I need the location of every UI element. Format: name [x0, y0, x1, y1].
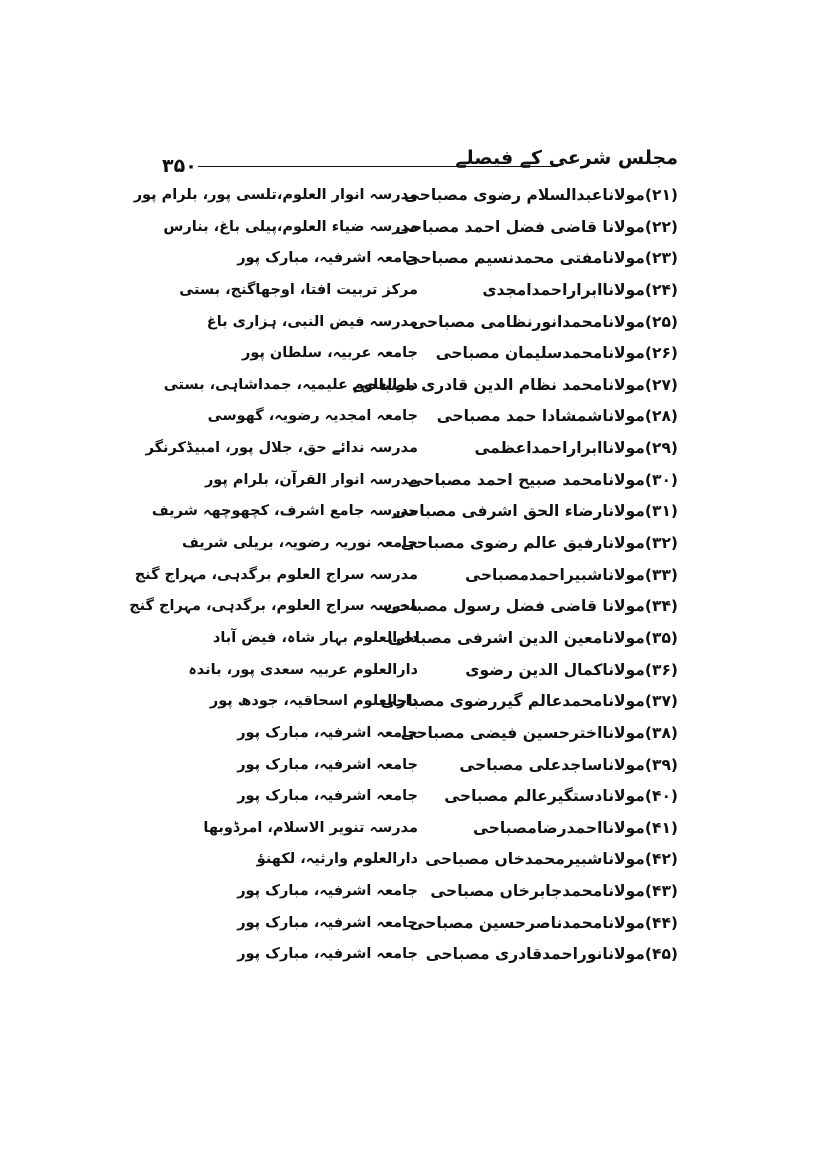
scholar-name: (۲۹)مولاناابراراحمداعظمی — [474, 439, 678, 458]
scholar-name: (۳۳)مولاناشبیراحمدمصباحی — [465, 565, 678, 584]
list-item — [150, 307, 678, 339]
scholar-name: (۴۰)مولانادستگیرعالم مصباحی — [444, 787, 678, 806]
scholar-name: (۲۷)مولانامحمد نظام الدین قادری مصباحی — [351, 375, 678, 394]
list-item — [150, 844, 678, 876]
institution-name: مدرسہ سراج العلوم، برگدہی، مہراج گنج — [129, 598, 418, 615]
page-header — [150, 144, 678, 180]
scholar-name: (۲۶)مولانامحمدسلیمان مصباحی — [435, 344, 678, 363]
list-item — [150, 496, 678, 528]
scholar-name: (۴۳)مولانامحمدجابرخاں مصباحی — [430, 882, 678, 901]
list-item — [133, 180, 678, 212]
list-item — [150, 243, 678, 275]
institution-name: مدرسہ جامع اشرف، کچھوچھہ شریف — [151, 503, 418, 520]
scholar-name: (۳۷)مولانامحمدعالم گیررضوی مصباحی — [380, 692, 678, 711]
institution-name: مدرسہ انوار القرآن، بلرام پور — [204, 471, 418, 488]
institution-name: مدرسہ ندائے حق، جلال پور، امبیڈکرنگر — [145, 440, 418, 457]
list-item — [150, 908, 678, 940]
scholar-name: (۲۲)مولانا قاضی فضل احمد مصباحی — [395, 217, 678, 236]
list-item — [150, 686, 678, 718]
list-item — [150, 876, 678, 908]
scholar-name: (۲۸)مولاناشمشادا حمد مصباحی — [436, 407, 678, 426]
list-item — [150, 370, 678, 402]
scholar-name: (۴۲)مولاناشبیرمحمدخاں مصباحی — [425, 850, 678, 869]
institution-name: جامعہ اشرفیہ، مبارک پور — [237, 883, 418, 900]
institution-name: جامعہ عربیہ، سلطان پور — [242, 345, 418, 362]
list-item — [150, 465, 678, 497]
institution-name: جامعہ اشرفیہ، مبارک پور — [237, 724, 418, 741]
scholar-name: (۳۱)مولانارضاء الحق اشرفی مصباحی — [392, 502, 678, 521]
institution-name: مدرسہ انوار العلوم،تلسی پور، بلرام پور — [133, 187, 418, 203]
scholar-name: (۲۱)مولاناعبدالسلام رضوی مصباحی — [404, 186, 678, 204]
institution-name: مدرسہ فیض النبی، ہزاری باغ — [206, 313, 418, 330]
list-item — [150, 655, 678, 687]
scholar-name: (۳۴)مولانا قاضی فضل رسول مصباحی — [383, 597, 678, 616]
scholar-name: (۴۵)مولانانوراحمدقادری مصباحی — [425, 945, 678, 964]
list-item — [150, 528, 678, 560]
list-item — [150, 781, 678, 813]
institution-name: مدرسہ ضیاء العلوم،پیلی باغ، بنارس — [163, 218, 418, 235]
institution-name: جامعہ اشرفیہ، مبارک پور — [237, 914, 418, 931]
scholar-name: (۳۸)مولانااخترحسین فیضی مصباحی — [400, 723, 678, 742]
institution-name: مرکز تربیت افتا، اوجھاگنج، بستی — [179, 281, 418, 298]
institution-name: دارالعلوم علیمیہ، جمداشاہی، بستی — [163, 376, 418, 393]
scholar-name: (۴۴)مولانامحمدناصرحسین مصباحی — [409, 913, 678, 932]
list-item — [150, 275, 678, 307]
institution-name: جامعہ اشرفیہ، مبارک پور — [237, 250, 418, 267]
institution-name: دارالعلوم بہار شاہ، فیض آباد — [212, 629, 418, 646]
institution-name: دارالعلوم اسحاقیہ، جودھ پور — [209, 693, 418, 710]
list-item — [150, 939, 678, 971]
institution-name: مدرسہ سراج العلوم برگدہی، مہراج گنج — [134, 566, 418, 583]
scholar-name: (۳۲)مولانارفیق عالم رضوی مصباحی — [400, 534, 678, 553]
list-item — [150, 401, 678, 433]
list-item — [150, 750, 678, 782]
institution-name: دارالعلوم عربیہ سعدی پور، باندہ — [188, 661, 418, 678]
scholar-name: (۳۵)مولانامعین الدین اشرفی مصباحی — [387, 628, 678, 647]
list-item — [150, 212, 678, 244]
scholar-name: (۳۰)مولانامحمد صبیح احمد مصباحی — [407, 470, 678, 489]
institution-name: دارالعلوم وارثیہ، لکھنؤ — [256, 851, 418, 868]
list-item — [145, 433, 678, 465]
institution-name: جامعہ نوریہ رضویہ، بریلی شریف — [182, 535, 418, 552]
list-item — [150, 718, 678, 750]
institution-name: مدرسہ تنویر الاسلام، امرڈوبھا — [203, 819, 418, 836]
institution-name: جامعہ اشرفیہ، مبارک پور — [237, 788, 418, 805]
scholar-name: (۲۴)مولاناابراراحمدامجدی — [482, 280, 678, 299]
institution-name: جامعہ اشرفیہ، مبارک پور — [237, 756, 418, 773]
institution-name: جامعہ اشرفیہ، مبارک پور — [237, 946, 418, 963]
list-item — [150, 338, 678, 370]
list-item — [150, 623, 678, 655]
institution-name: جامعہ امجدیہ رضویہ، گھوسی — [207, 408, 418, 425]
scholar-name: (۲۵)مولانامحمدانورنظامی مصباحی — [411, 312, 678, 331]
scholar-name: (۳۶)مولاناکمال الدین رضوی — [465, 660, 678, 679]
list-item — [150, 813, 678, 845]
scholar-name: (۲۳)مولانامفتی محمدنسیم مصباحی — [404, 249, 678, 268]
page-number: ۳۵۰ — [162, 155, 197, 177]
list-item — [134, 560, 678, 592]
scholar-name: (۴۱)مولانااحمدرضامصباحی — [472, 818, 678, 837]
scholar-name: (۳۹)مولاناساجدعلی مصباحی — [459, 755, 678, 774]
book-title: مجلس شرعی کے فیصلے — [455, 147, 678, 169]
list-item — [129, 591, 678, 623]
scholar-list — [129, 180, 678, 971]
